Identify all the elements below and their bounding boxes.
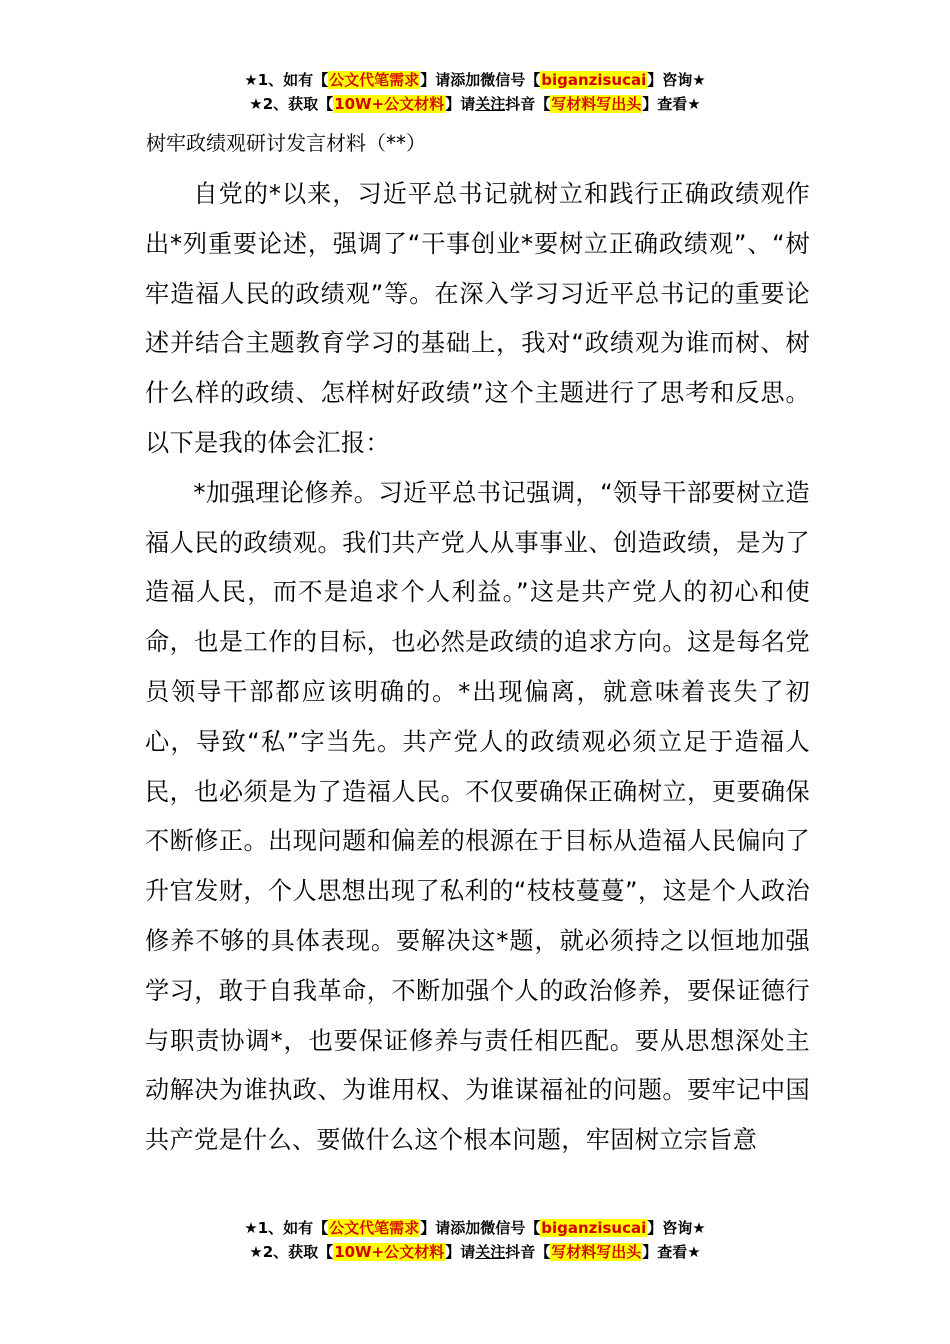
promo-highlight: 10W+公文材料 (334, 95, 445, 113)
wechat-id-highlight: biganzisucai (541, 1219, 647, 1237)
promo-text: 抖音【 (505, 1243, 551, 1261)
promo-text: 】查看★ (642, 1243, 701, 1261)
body-paragraph: 自党的*以来，习近平总书记就树立和践行正确政绩观作出*列重要论述，强调了“干事创业*要树立正确政绩观”、“树牢造福人民的政绩观”等。在深入学习习近平总书记的重要论述并结合主题教育学习的基础上，我对“政绩观为谁而树、树什么样的政绩、怎样树好政绩”这个主题进行了思考和反思。以下是我的体会汇报： (145, 180, 810, 457)
promo-text: 】请添加微信号【 (420, 1219, 541, 1237)
footer-promo-banner (0, 1216, 950, 1264)
promo-line-1 (0, 1216, 950, 1240)
douyin-account-highlight: 写材料写出头 (551, 95, 642, 113)
promo-text: 】请 (445, 1243, 476, 1261)
promo-line-2 (0, 92, 950, 116)
promo-highlight: 公文代笔需求 (329, 71, 420, 89)
douyin-account-highlight: 写材料写出头 (551, 1243, 642, 1261)
promo-text: 】咨询★ (647, 1219, 706, 1237)
promo-highlight: 10W+公文材料 (334, 1243, 445, 1261)
promo-text: ★1、如有【 (244, 1219, 329, 1237)
promo-text: ★2、获取【 (249, 1243, 334, 1261)
document-body (145, 170, 810, 1166)
promo-line-1 (0, 68, 950, 92)
promo-text: 】请添加微信号【 (420, 71, 541, 89)
body-paragraph: *加强理论修养。习近平总书记强调，“领导干部要树立造福人民的政绩观。我们共产党人从事事业、创造政绩，是为了造福人民，而不是追求个人利益。”这是共产党人的初心和使命，也是工作的目标，也必然是政绩的追求方向。这是每名党员领导干部都应该明确的。*出现偏离，就意味着丧失了初心，导致“私”字当先。共产党人的政绩观必须立足于造福人民，也必须是为了造福人民。不仅要确保正确树立，更要确保不断修正。出现问题和偏差的根源在于目标从造福人民偏向了升官发财，个人思想出现了私利的“枝枝蔓蔓”，这是个人政治修养不够的具体表现。要解决这*题，就必须持之以恒地加强学习，敢于自我革命，不断加强个人的政治修养，要保证德行与职责协调*，也要保证修养与责任相匹配。要从思想深处主动解决为谁执政、为谁用权、为谁谋福祉的问题。要牢记中国共产党是什么、要做什么这个根本问题，牢固树立宗旨意 (145, 478, 810, 1155)
document-title: 树牢政绩观研讨发言材料（**） (146, 131, 426, 155)
promo-underlined-text: 关注 (475, 95, 506, 113)
promo-text: 抖音【 (505, 95, 551, 113)
promo-text: 】咨询★ (647, 71, 706, 89)
promo-text: 】查看★ (642, 95, 701, 113)
promo-highlight: 公文代笔需求 (329, 1219, 420, 1237)
wechat-id-highlight: biganzisucai (541, 71, 647, 89)
promo-text: ★1、如有【 (244, 71, 329, 89)
promo-underlined-text: 关注 (475, 1243, 506, 1261)
promo-text: ★2、获取【 (249, 95, 334, 113)
header-promo-banner (0, 68, 950, 116)
promo-text: 】请 (445, 95, 476, 113)
promo-line-2 (0, 1240, 950, 1264)
